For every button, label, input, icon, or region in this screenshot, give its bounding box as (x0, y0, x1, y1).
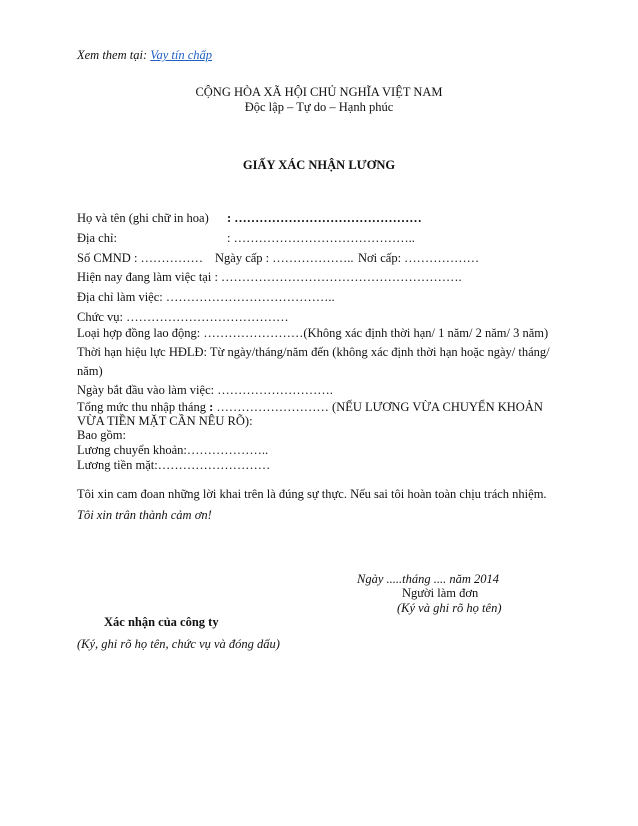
contract-validity-line-1: Thời hạn hiệu lực HĐLĐ: Từ ngày/tháng/năm đến (không xác định thời hạn hoặc ngày/ tháng/ (77, 345, 550, 359)
applicant-label: Người làm đơn (402, 586, 479, 600)
transfer-salary-field: Lương chuyển khoản:……………….. (77, 443, 269, 457)
name-label: Họ và tên (ghi chữ in hoa) (77, 211, 209, 225)
see-more-link[interactable]: Vay tín chấp (150, 48, 213, 62)
signature-date: Ngày .....tháng .... năm 2014 (357, 572, 500, 586)
monthly-income-value: ……………………… (NẾU LƯƠNG VỪA CHUYỂN KHOẢN (216, 400, 543, 414)
company-sign-note: (Ký, ghi rõ họ tên, chức vụ và đóng dấu) (77, 637, 280, 651)
name-value: : ……………………………………… (227, 211, 422, 225)
issue-date-field: Ngày cấp : ……………….. (215, 251, 354, 265)
monthly-income-line-2: VỪA TIỀN MẶT CẦN NÊU RÕ): (77, 414, 253, 428)
id-number-field: Số CMND : …………… (77, 251, 204, 265)
issue-place-field: Nơi cấp: ……………… (358, 251, 480, 265)
national-slogan: Độc lập – Tự do – Hạnh phúc (244, 100, 394, 114)
see-more-label: Xem them tại: (77, 48, 148, 62)
address-value: : …………………………………….. (227, 231, 415, 245)
contract-type-field: Loại hợp đồng lao động: ……………………(Không xác định thời hạn/ 1 năm/ 2 năm/ 3 năm) (77, 326, 549, 340)
country-name: CỘNG HÒA XÃ HỘI CHỦ NGHĨA VIỆT NAM (195, 85, 443, 99)
monthly-income-label: Tổng mức thu nhập tháng (77, 400, 206, 414)
see-more-line (77, 47, 212, 63)
applicant-sign-note: (Ký và ghi rõ họ tên) (397, 601, 502, 615)
current-workplace-field: Hiện nay đang làm việc tại : …………………………………………………. (77, 270, 462, 284)
contract-validity-line-2: năm) (77, 364, 103, 378)
commitment-statement: Tôi xin cam đoan những lời khai trên là đúng sự thực. Nếu sai tôi hoàn toàn chịu trách nhiệm. (77, 487, 547, 501)
company-confirmation-heading: Xác nhận của công ty (104, 615, 219, 629)
address-label: Địa chỉ: (77, 231, 117, 245)
start-date-field: Ngày bắt đầu vào làm việc: ………………………. (77, 383, 333, 397)
cash-salary-field: Lương tiền mặt:……………………… (77, 458, 271, 472)
work-address-field: Địa chỉ làm việc: ………………………………….. (77, 290, 335, 304)
includes-label: Bao gồm: (77, 428, 126, 442)
thanks-line: Tôi xin trân thành cảm ơn! (77, 508, 212, 522)
position-field: Chức vụ: ………………………………… (77, 310, 289, 324)
monthly-income-colon: : (209, 400, 214, 414)
page-title: GIẤY XÁC NHẬN LƯƠNG (242, 158, 396, 172)
